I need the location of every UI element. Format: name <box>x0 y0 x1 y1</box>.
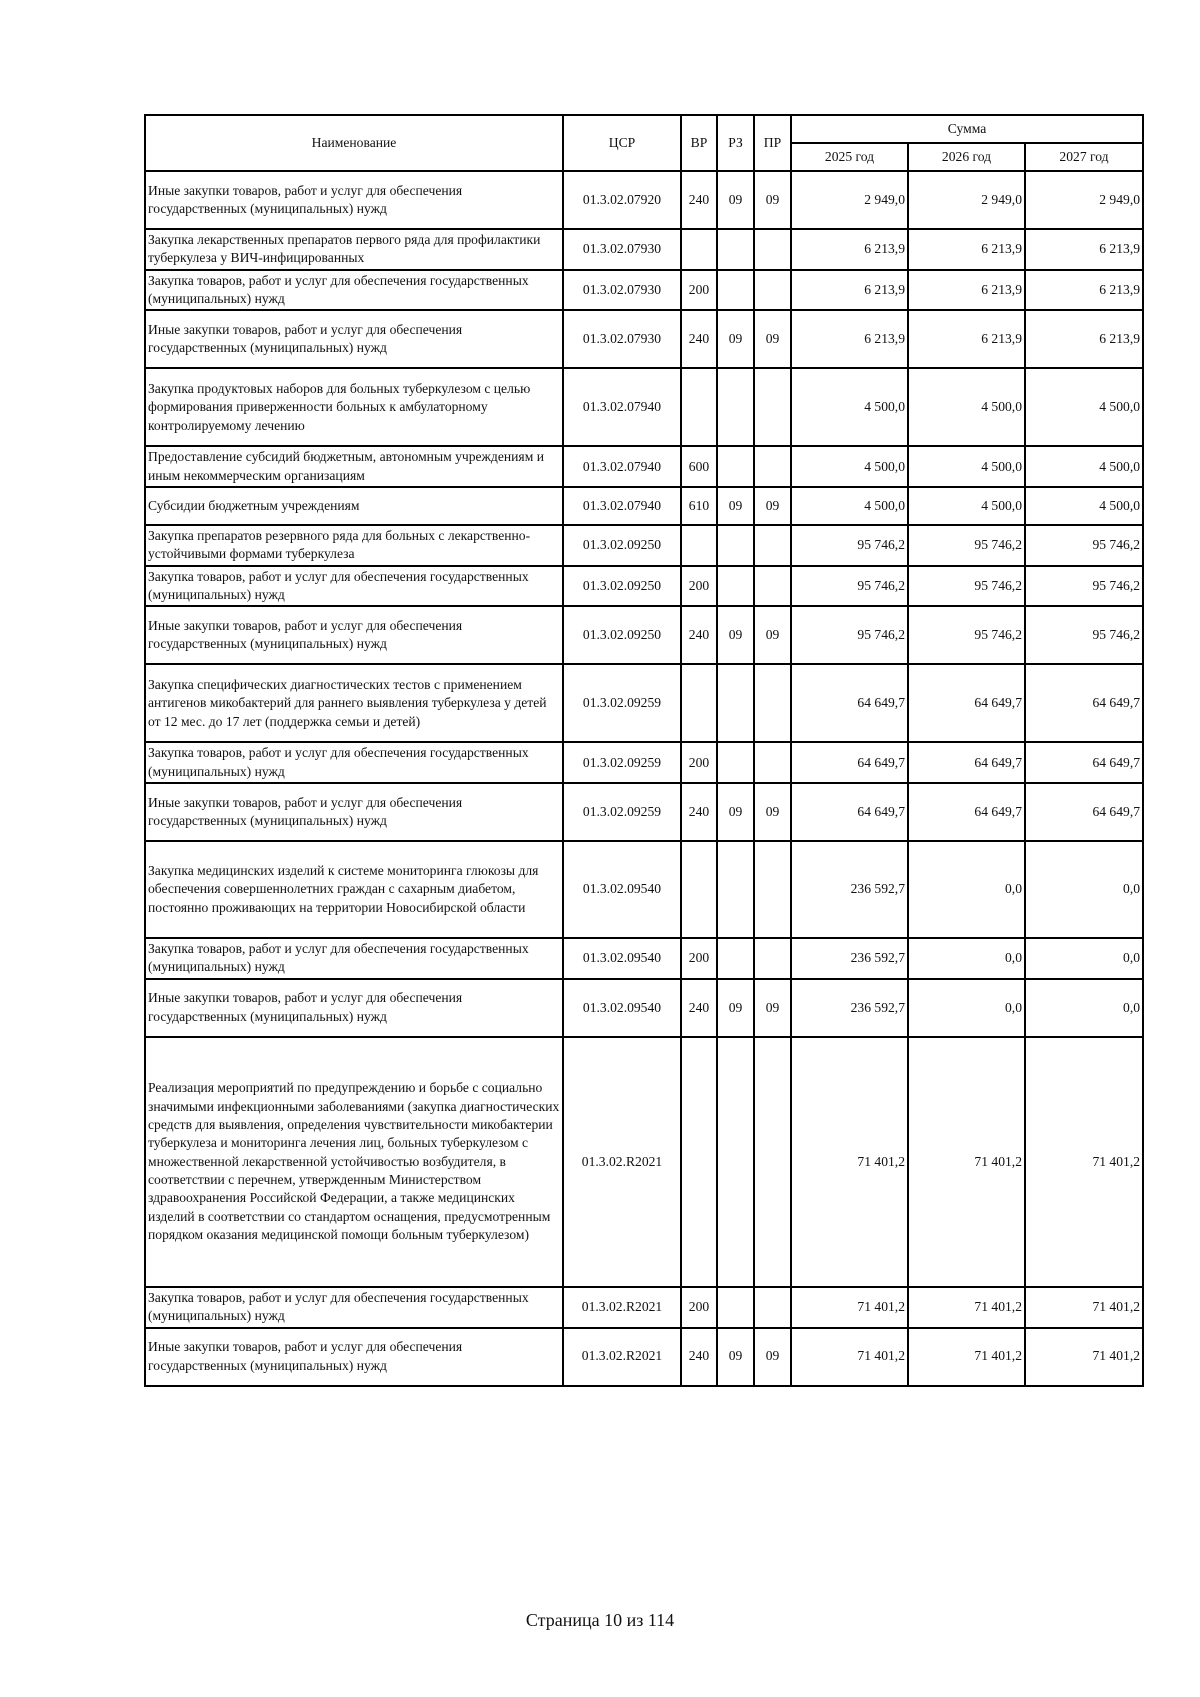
cell-csr: 01.3.02.09259 <box>563 783 681 841</box>
cell-2026: 6 213,9 <box>908 229 1025 270</box>
cell-2027: 95 746,2 <box>1025 606 1143 664</box>
cell-2027: 71 401,2 <box>1025 1287 1143 1328</box>
table-row <box>145 487 1143 525</box>
cell-vr: 240 <box>681 310 717 368</box>
cell-2025: 64 649,7 <box>791 664 908 742</box>
cell-2025: 64 649,7 <box>791 783 908 841</box>
cell-2027: 6 213,9 <box>1025 270 1143 311</box>
cell-csr: 01.3.02.09259 <box>563 664 681 742</box>
cell-name: Закупка продуктовых наборов для больных туберкулезом с целью формирования приверженности больных к амбулаторному контролируемому лечению <box>145 368 563 446</box>
table-row <box>145 446 1143 487</box>
header-year-2025: 2025 год <box>791 143 908 171</box>
cell-rz <box>717 270 754 311</box>
cell-csr: 01.3.02.07930 <box>563 229 681 270</box>
cell-rz: 09 <box>717 606 754 664</box>
cell-rz <box>717 1287 754 1328</box>
cell-vr: 240 <box>681 783 717 841</box>
table-row <box>145 270 1143 311</box>
cell-2026: 95 746,2 <box>908 566 1025 607</box>
header-year-2027: 2027 год <box>1025 143 1143 171</box>
cell-csr: 01.3.02.R2021 <box>563 1287 681 1328</box>
cell-rz <box>717 841 754 938</box>
cell-rz <box>717 1037 754 1287</box>
table-row <box>145 525 1143 566</box>
cell-vr: 240 <box>681 1328 717 1386</box>
cell-pr: 09 <box>754 1328 791 1386</box>
cell-name: Закупка товаров, работ и услуг для обеспечения государственных (муниципальных) нужд <box>145 742 563 783</box>
table-row <box>145 1287 1143 1328</box>
cell-rz: 09 <box>717 783 754 841</box>
cell-vr <box>681 229 717 270</box>
budget-table <box>144 114 1144 1387</box>
cell-rz: 09 <box>717 979 754 1037</box>
cell-2025: 236 592,7 <box>791 841 908 938</box>
table-row <box>145 742 1143 783</box>
cell-rz <box>717 446 754 487</box>
cell-csr: 01.3.02.R2021 <box>563 1328 681 1386</box>
cell-2025: 95 746,2 <box>791 566 908 607</box>
cell-2026: 71 401,2 <box>908 1287 1025 1328</box>
cell-vr <box>681 1037 717 1287</box>
cell-pr <box>754 1037 791 1287</box>
cell-2026: 4 500,0 <box>908 446 1025 487</box>
cell-2027: 0,0 <box>1025 841 1143 938</box>
cell-csr: 01.3.02.07940 <box>563 446 681 487</box>
cell-2026: 0,0 <box>908 938 1025 979</box>
cell-vr <box>681 368 717 446</box>
cell-pr <box>754 1287 791 1328</box>
cell-pr: 09 <box>754 606 791 664</box>
cell-pr <box>754 229 791 270</box>
cell-pr <box>754 270 791 311</box>
table-body <box>145 171 1143 1386</box>
cell-pr <box>754 742 791 783</box>
cell-2026: 4 500,0 <box>908 487 1025 525</box>
header-name: Наименование <box>145 115 563 171</box>
header-csr: ЦСР <box>563 115 681 171</box>
table-row <box>145 783 1143 841</box>
cell-pr: 09 <box>754 310 791 368</box>
cell-vr: 600 <box>681 446 717 487</box>
cell-vr: 240 <box>681 171 717 229</box>
cell-name: Закупка товаров, работ и услуг для обеспечения государственных (муниципальных) нужд <box>145 938 563 979</box>
table-row <box>145 229 1143 270</box>
header-row-top <box>145 115 1143 143</box>
cell-name: Иные закупки товаров, работ и услуг для обеспечения государственных (муниципальных) нужд <box>145 171 563 229</box>
cell-rz <box>717 566 754 607</box>
cell-pr <box>754 446 791 487</box>
header-sum: Сумма <box>791 115 1143 143</box>
cell-name: Закупка товаров, работ и услуг для обеспечения государственных (муниципальных) нужд <box>145 270 563 311</box>
cell-pr <box>754 566 791 607</box>
cell-vr: 200 <box>681 742 717 783</box>
cell-2027: 0,0 <box>1025 979 1143 1037</box>
cell-vr: 610 <box>681 487 717 525</box>
cell-2026: 95 746,2 <box>908 525 1025 566</box>
cell-vr <box>681 664 717 742</box>
cell-rz: 09 <box>717 487 754 525</box>
cell-2025: 95 746,2 <box>791 525 908 566</box>
cell-csr: 01.3.02.09259 <box>563 742 681 783</box>
cell-rz <box>717 368 754 446</box>
cell-2027: 95 746,2 <box>1025 525 1143 566</box>
cell-rz: 09 <box>717 310 754 368</box>
cell-2027: 4 500,0 <box>1025 368 1143 446</box>
cell-2026: 64 649,7 <box>908 783 1025 841</box>
cell-rz: 09 <box>717 1328 754 1386</box>
table-row <box>145 938 1143 979</box>
table-row <box>145 841 1143 938</box>
cell-2025: 6 213,9 <box>791 270 908 311</box>
table-row <box>145 566 1143 607</box>
cell-name: Закупка специфических диагностических тестов с применением антигенов микобактерий для раннего выявления туберкулеза у детей от 12 мес. до 17 лет (поддержка семьи и детей) <box>145 664 563 742</box>
header-pr: ПР <box>754 115 791 171</box>
cell-2026: 6 213,9 <box>908 310 1025 368</box>
cell-2027: 71 401,2 <box>1025 1328 1143 1386</box>
cell-2027: 0,0 <box>1025 938 1143 979</box>
cell-2027: 95 746,2 <box>1025 566 1143 607</box>
cell-csr: 01.3.02.07930 <box>563 310 681 368</box>
cell-name: Закупка товаров, работ и услуг для обеспечения государственных (муниципальных) нужд <box>145 1287 563 1328</box>
cell-2026: 64 649,7 <box>908 664 1025 742</box>
table-row <box>145 664 1143 742</box>
cell-csr: 01.3.02.09250 <box>563 606 681 664</box>
table-row <box>145 979 1143 1037</box>
cell-name: Иные закупки товаров, работ и услуг для обеспечения государственных (муниципальных) нужд <box>145 783 563 841</box>
cell-2025: 71 401,2 <box>791 1328 908 1386</box>
cell-vr <box>681 841 717 938</box>
cell-rz <box>717 664 754 742</box>
cell-name: Иные закупки товаров, работ и услуг для обеспечения государственных (муниципальных) нужд <box>145 310 563 368</box>
cell-2026: 0,0 <box>908 979 1025 1037</box>
cell-2025: 4 500,0 <box>791 487 908 525</box>
cell-name: Закупка товаров, работ и услуг для обеспечения государственных (муниципальных) нужд <box>145 566 563 607</box>
cell-name: Предоставление субсидий бюджетным, автономным учреждениям и иным некоммерческим организациям <box>145 446 563 487</box>
cell-pr: 09 <box>754 171 791 229</box>
cell-vr: 200 <box>681 1287 717 1328</box>
cell-2025: 4 500,0 <box>791 368 908 446</box>
cell-2027: 4 500,0 <box>1025 446 1143 487</box>
cell-rz <box>717 938 754 979</box>
cell-rz <box>717 742 754 783</box>
cell-csr: 01.3.02.07920 <box>563 171 681 229</box>
cell-name: Иные закупки товаров, работ и услуг для обеспечения государственных (муниципальных) нужд <box>145 979 563 1037</box>
cell-2027: 2 949,0 <box>1025 171 1143 229</box>
table-row <box>145 368 1143 446</box>
cell-vr: 240 <box>681 606 717 664</box>
cell-2027: 6 213,9 <box>1025 310 1143 368</box>
cell-2025: 64 649,7 <box>791 742 908 783</box>
cell-2027: 64 649,7 <box>1025 783 1143 841</box>
cell-2025: 71 401,2 <box>791 1287 908 1328</box>
cell-2025: 71 401,2 <box>791 1037 908 1287</box>
table-row <box>145 1037 1143 1287</box>
cell-2027: 64 649,7 <box>1025 664 1143 742</box>
cell-2025: 6 213,9 <box>791 229 908 270</box>
cell-2026: 95 746,2 <box>908 606 1025 664</box>
cell-2026: 64 649,7 <box>908 742 1025 783</box>
cell-vr: 200 <box>681 270 717 311</box>
cell-2026: 4 500,0 <box>908 368 1025 446</box>
cell-pr <box>754 664 791 742</box>
cell-2025: 236 592,7 <box>791 979 908 1037</box>
cell-2025: 4 500,0 <box>791 446 908 487</box>
table-row <box>145 1328 1143 1386</box>
cell-vr: 200 <box>681 566 717 607</box>
header-year-2026: 2026 год <box>908 143 1025 171</box>
cell-csr: 01.3.02.07940 <box>563 487 681 525</box>
cell-csr: 01.3.02.09540 <box>563 841 681 938</box>
cell-csr: 01.3.02.09540 <box>563 938 681 979</box>
cell-name: Закупка лекарственных препаратов первого ряда для профилактики туберкулеза у ВИЧ-инфицированных <box>145 229 563 270</box>
cell-2026: 0,0 <box>908 841 1025 938</box>
cell-2025: 95 746,2 <box>791 606 908 664</box>
cell-name: Иные закупки товаров, работ и услуг для обеспечения государственных (муниципальных) нужд <box>145 1328 563 1386</box>
cell-2027: 64 649,7 <box>1025 742 1143 783</box>
page-number: Страница 10 из 114 <box>525 1610 675 1630</box>
cell-pr <box>754 368 791 446</box>
cell-csr: 01.3.02.07940 <box>563 368 681 446</box>
cell-name: Закупка медицинских изделий к системе мониторинга глюкозы для обеспечения совершеннолетних граждан с сахарным диабетом, постоянно проживающих на территории Новосибирской области <box>145 841 563 938</box>
cell-2025: 236 592,7 <box>791 938 908 979</box>
header-rz: РЗ <box>717 115 754 171</box>
cell-name: Субсидии бюджетным учреждениям <box>145 487 563 525</box>
cell-rz: 09 <box>717 171 754 229</box>
table-row <box>145 606 1143 664</box>
cell-pr <box>754 938 791 979</box>
cell-csr: 01.3.02.09250 <box>563 525 681 566</box>
cell-name: Закупка препаратов резервного ряда для больных с лекарственно-устойчивыми формами туберкулеза <box>145 525 563 566</box>
cell-csr: 01.3.02.09250 <box>563 566 681 607</box>
cell-rz <box>717 229 754 270</box>
cell-2026: 6 213,9 <box>908 270 1025 311</box>
header-vr: ВР <box>681 115 717 171</box>
cell-pr <box>754 841 791 938</box>
cell-pr: 09 <box>754 487 791 525</box>
cell-csr: 01.3.02.R2021 <box>563 1037 681 1287</box>
cell-2025: 6 213,9 <box>791 310 908 368</box>
cell-2026: 71 401,2 <box>908 1328 1025 1386</box>
cell-name: Реализация мероприятий по предупреждению и борьбе с социально значимыми инфекционными заболеваниями (закупка диагностических средств для выявления, определения чувствительности микобактерии туберкулеза и мониторинга лечения лиц, больных туберкулезом с множественной лекарственной устойчивостью возбудителя, в соответствии с перечнем, утвержденным Министерством здравоохранения Российской Федерации, а также медицинских изделий в соответствии со стандартом оснащения, предусмотренным порядком оказания медицинской помощи больным туберкулезом) <box>145 1037 563 1287</box>
cell-vr <box>681 525 717 566</box>
cell-2025: 2 949,0 <box>791 171 908 229</box>
cell-csr: 01.3.02.09540 <box>563 979 681 1037</box>
cell-csr: 01.3.02.07930 <box>563 270 681 311</box>
cell-rz <box>717 525 754 566</box>
table-row <box>145 171 1143 229</box>
cell-2026: 71 401,2 <box>908 1037 1025 1287</box>
table-row <box>145 310 1143 368</box>
cell-pr <box>754 525 791 566</box>
cell-vr: 200 <box>681 938 717 979</box>
cell-2027: 4 500,0 <box>1025 487 1143 525</box>
cell-2027: 71 401,2 <box>1025 1037 1143 1287</box>
cell-2026: 2 949,0 <box>908 171 1025 229</box>
cell-vr: 240 <box>681 979 717 1037</box>
cell-pr: 09 <box>754 783 791 841</box>
cell-pr: 09 <box>754 979 791 1037</box>
cell-2027: 6 213,9 <box>1025 229 1143 270</box>
cell-name: Иные закупки товаров, работ и услуг для обеспечения государственных (муниципальных) нужд <box>145 606 563 664</box>
